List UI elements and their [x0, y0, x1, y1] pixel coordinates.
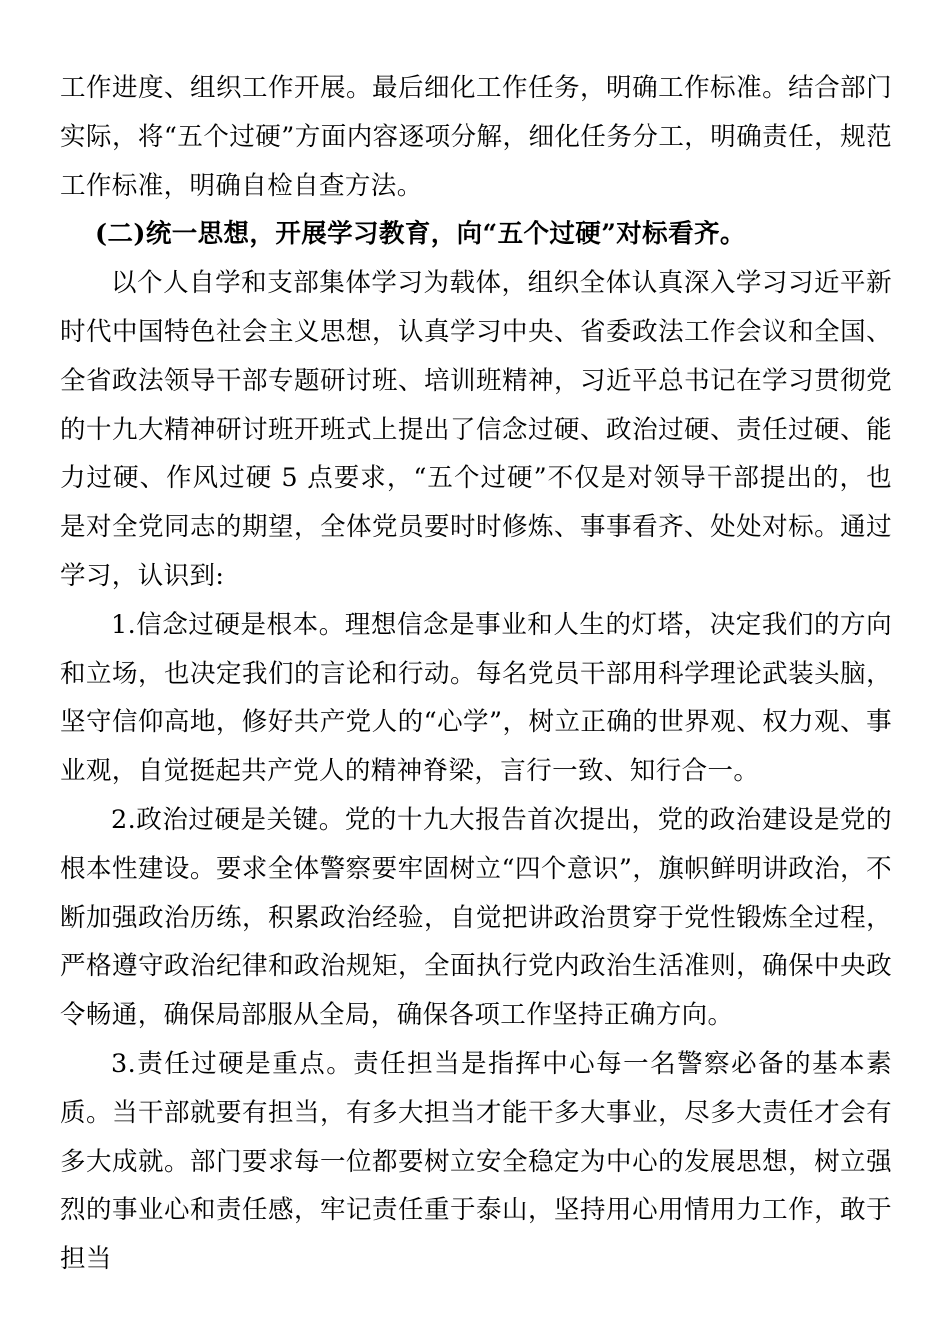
- paragraph-study-education: 以个人自学和支部集体学习为载体，组织全体认真深入学习习近平新时代中国特色社会主义思想，认真学习中央、省委政法工作会议和全国、全省政法领导干部专题研讨班、培训班精神，习近平总书记在学习贯彻党的十九大精神研讨班开班式上提出了信念过硬、政治过硬、责任过硬、能力过硬、作风过硬 5 点要求，“五个过硬”不仅是对领导干部提出的，也是对全党同志的期望，全体党员要时时修炼、事事看齐、处处对标。通过学习，认识到:: [60, 268, 892, 591]
- paragraph-belief: 1.信念过硬是根本。理想信念是事业和人生的灯塔，决定我们的方向和立场，也决定我们的言论和行动。每名党员干部用科学理论武装头脑，坚守信仰高地，修好共产党人的“心学”，树立正确的世界观、权力观、事业观，自觉挺起共产党人的精神脊梁，言行一致、知行合一。: [60, 609, 892, 787]
- paragraph-work-progress: 工作进度、组织工作开展。最后细化工作任务，明确工作标准。结合部门实际，将“五个过硬”方面内容逐项分解，细化任务分工，明确责任，规范工作标准，明确自检自查方法。: [60, 73, 892, 201]
- paragraph-politics: 2.政治过硬是关键。党的十九大报告首次提出，党的政治建设是党的根本性建设。要求全体警察要牢固树立“四个意识”，旗帜鲜明讲政治，不断加强政治历练，积累政治经验，自觉把讲政治贯穿于党性锻炼全过程，严格遵守政治纪律和政治规矩，全面执行党内政治生活准则，确保中央政令畅通，确保局部服从全局，确保各项工作坚持正确方向。: [60, 804, 892, 1031]
- document-page: [60, 64, 892, 1284]
- section-heading-2: (二)统一思想，开展学习教育，向“五个过硬”对标看齐。: [95, 219, 746, 250]
- paragraph-responsibility: 3.责任过硬是重点。责任担当是指挥中心每一名警察必备的基本素质。当干部就要有担当，有多大担当才能干多大事业，尽多大责任才会有多大成就。部门要求每一位都要树立安全稳定为中心的发展思想，树立强烈的事业心和责任感，牢记责任重于泰山，坚持用心用情用力工作，敢于担当: [60, 1048, 892, 1275]
